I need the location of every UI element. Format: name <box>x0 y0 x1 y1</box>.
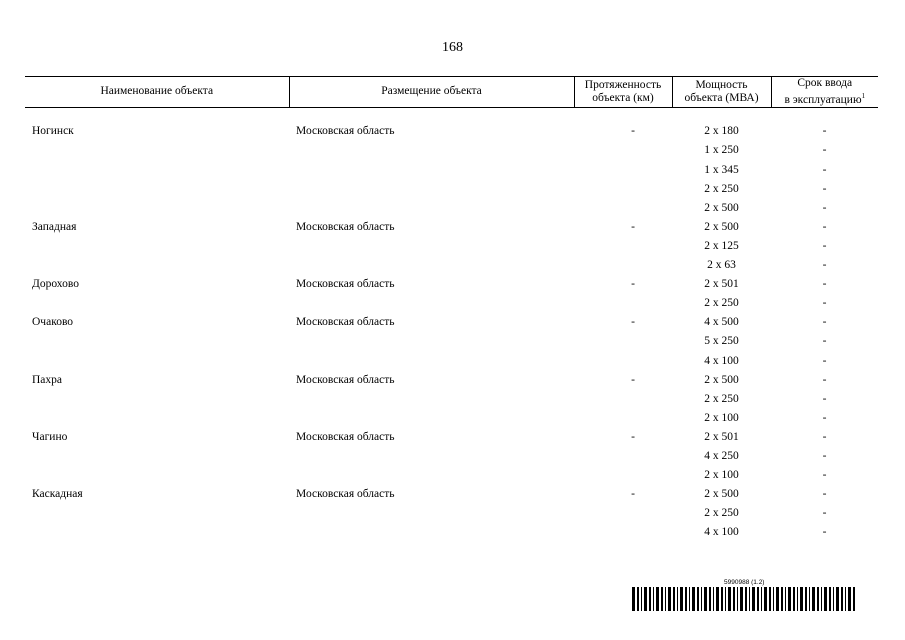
barcode-bar <box>833 587 834 611</box>
cell-power: 2 x 250 <box>704 297 739 310</box>
cell-name <box>25 408 289 427</box>
cell-power: 4 x 100 <box>704 526 739 539</box>
cell-date: - <box>822 392 827 405</box>
table-row <box>25 179 878 198</box>
cell-power: 2 x 100 <box>704 411 739 424</box>
table-row <box>25 160 878 179</box>
barcode-bar <box>812 587 815 611</box>
cell-date: - <box>822 125 827 138</box>
cell-location <box>289 504 574 523</box>
barcode-bar <box>721 587 723 611</box>
header-name: Наименование объекта <box>25 77 289 108</box>
table-row <box>25 141 878 160</box>
cell-power: 2 x 100 <box>704 469 739 482</box>
barcode-bar <box>781 587 783 611</box>
cell-location <box>289 179 574 198</box>
cell-name: Очаково <box>32 316 74 329</box>
cell-name <box>25 141 289 160</box>
header-power <box>672 77 771 108</box>
barcode-bar <box>737 587 738 611</box>
barcode-icon <box>632 587 858 611</box>
cell-length: - <box>631 488 635 501</box>
table-header-row <box>25 77 878 108</box>
barcode-bar <box>821 587 822 611</box>
cell-length <box>574 446 672 465</box>
barcode-bar <box>809 587 810 611</box>
barcode-bar <box>689 587 690 611</box>
barcode-bar <box>793 587 795 611</box>
cell-power: 2 x 500 <box>704 488 739 501</box>
cell-power: 2 x 125 <box>704 239 739 252</box>
cell-date: - <box>822 316 827 329</box>
cell-name <box>25 255 289 274</box>
cell-length <box>574 160 672 179</box>
header-date <box>771 77 878 108</box>
header-power-line2: объекта (МВА) <box>684 91 759 104</box>
page-number: 168 <box>442 40 463 55</box>
table-row <box>25 446 878 465</box>
cell-location: Московская область <box>296 278 395 291</box>
table-row <box>25 255 878 274</box>
barcode-bar <box>745 587 747 611</box>
cell-length: - <box>631 316 635 329</box>
barcode-bar <box>829 587 831 611</box>
cell-power: 1 x 250 <box>704 144 739 157</box>
barcode-bar <box>656 587 659 611</box>
cell-location: Московская область <box>296 125 395 138</box>
cell-date: - <box>822 469 827 482</box>
cell-power: 2 x 63 <box>707 259 736 272</box>
cell-date: - <box>822 144 827 157</box>
cell-length <box>574 255 672 274</box>
cell-date: - <box>822 259 827 272</box>
cell-location: Московская область <box>296 488 395 501</box>
cell-date: - <box>822 182 827 195</box>
cell-length <box>574 408 672 427</box>
barcode-bar <box>644 587 647 611</box>
barcode-bar <box>673 587 675 611</box>
table-row <box>25 351 878 370</box>
cell-power: 1 x 345 <box>704 163 739 176</box>
barcode-bar <box>761 587 762 611</box>
table-row <box>25 217 878 236</box>
cell-length: - <box>631 373 635 386</box>
cell-date: - <box>822 278 827 291</box>
cell-length <box>574 389 672 408</box>
cell-location: Московская область <box>296 316 395 329</box>
facilities-table <box>25 76 878 542</box>
barcode-bar <box>845 587 846 611</box>
cell-date: - <box>822 449 827 462</box>
barcode-bar <box>757 587 759 611</box>
barcode-bar <box>668 587 671 611</box>
header-date-line1: Срок ввода <box>797 77 853 89</box>
header-location: Размещение объекта <box>289 77 574 108</box>
barcode-bar <box>665 587 666 611</box>
cell-power: 2 x 500 <box>704 201 739 214</box>
cell-name <box>25 332 289 351</box>
cell-name <box>25 160 289 179</box>
barcode-bar <box>692 587 695 611</box>
table-row <box>25 198 878 217</box>
barcode-bar <box>641 587 642 611</box>
cell-power: 2 x 500 <box>704 220 739 233</box>
cell-date: - <box>822 163 827 176</box>
cell-name <box>25 198 289 217</box>
cell-date: - <box>822 220 827 233</box>
cell-date: - <box>822 411 827 424</box>
table-row <box>25 370 878 389</box>
barcode-bar <box>788 587 791 611</box>
barcode-bar <box>685 587 687 611</box>
barcode-bar <box>637 587 639 611</box>
cell-location <box>289 141 574 160</box>
cell-length: - <box>631 278 635 291</box>
barcode-bar <box>749 587 750 611</box>
table-row <box>25 294 878 313</box>
cell-length: - <box>631 220 635 233</box>
header-length-line2: объекта (км) <box>592 91 654 104</box>
table-row <box>25 485 878 504</box>
header-date-line2: в эксплуатацию <box>784 93 862 106</box>
cell-power: 4 x 250 <box>704 449 739 462</box>
barcode-bar <box>841 587 843 611</box>
cell-length <box>574 141 672 160</box>
table-row <box>25 466 878 485</box>
cell-power: 2 x 250 <box>704 182 739 195</box>
barcode-label: 5990988 (1.2) <box>724 579 765 586</box>
cell-length <box>574 466 672 485</box>
table-row <box>25 122 878 141</box>
cell-name <box>25 504 289 523</box>
header-date-footnote: 1 <box>861 92 866 100</box>
table-row <box>25 332 878 351</box>
cell-name <box>25 236 289 255</box>
cell-name: Ногинск <box>32 125 74 138</box>
cell-length <box>574 294 672 313</box>
barcode-bar <box>716 587 719 611</box>
cell-date: - <box>822 526 827 539</box>
cell-name: Западная <box>32 220 77 233</box>
cell-length: - <box>631 125 635 138</box>
barcode-bar <box>769 587 771 611</box>
cell-name <box>25 179 289 198</box>
cell-length <box>574 351 672 370</box>
barcode-bar <box>653 587 654 611</box>
cell-location <box>289 294 574 313</box>
barcode-bar <box>848 587 851 611</box>
cell-power: 4 x 100 <box>704 354 739 367</box>
cell-name <box>25 523 289 542</box>
cell-power: 2 x 500 <box>704 373 739 386</box>
cell-name <box>25 294 289 313</box>
barcode-bar <box>800 587 803 611</box>
cell-name: Дорохово <box>32 278 79 291</box>
table-row <box>25 427 878 446</box>
barcode-bar <box>764 587 767 611</box>
cell-name: Пахра <box>32 373 63 386</box>
cell-length <box>574 504 672 523</box>
barcode-bar <box>752 587 755 611</box>
barcode-bar <box>733 587 735 611</box>
barcode-bar <box>785 587 786 611</box>
barcode-bar <box>776 587 779 611</box>
barcode-bar <box>740 587 743 611</box>
cell-date: - <box>822 430 827 443</box>
barcode-bar <box>632 587 635 611</box>
cell-name: Чагино <box>32 430 68 443</box>
cell-power: 2 x 501 <box>704 430 739 443</box>
cell-power: 2 x 250 <box>704 507 739 520</box>
cell-location <box>289 523 574 542</box>
cell-length <box>574 179 672 198</box>
barcode-bar <box>713 587 714 611</box>
cell-location <box>289 236 574 255</box>
cell-location <box>289 351 574 370</box>
cell-location <box>289 389 574 408</box>
cell-location <box>289 446 574 465</box>
cell-length: - <box>631 430 635 443</box>
cell-date: - <box>822 297 827 310</box>
cell-date: - <box>822 488 827 501</box>
barcode <box>632 579 858 611</box>
barcode-bar <box>704 587 707 611</box>
barcode-bar <box>709 587 711 611</box>
cell-power: 2 x 501 <box>704 278 739 291</box>
barcode-bar <box>773 587 774 611</box>
barcode-bar <box>649 587 651 611</box>
cell-location <box>289 255 574 274</box>
header-length-line1: Протяженность <box>584 78 662 91</box>
cell-length <box>574 236 672 255</box>
barcode-bar <box>797 587 798 611</box>
cell-power: 5 x 250 <box>704 335 739 348</box>
barcode-bar <box>677 587 678 611</box>
cell-date: - <box>822 373 827 386</box>
barcode-bar <box>824 587 827 611</box>
barcode-bar <box>661 587 663 611</box>
barcode-bar <box>817 587 819 611</box>
cell-power: 2 x 180 <box>704 125 739 138</box>
cell-name <box>25 446 289 465</box>
table-row <box>25 236 878 255</box>
cell-location <box>289 466 574 485</box>
table-row <box>25 408 878 427</box>
cell-length <box>574 523 672 542</box>
barcode-bar <box>697 587 699 611</box>
table-row <box>25 389 878 408</box>
cell-power: 4 x 500 <box>704 316 739 329</box>
table-body <box>25 107 878 542</box>
table-row <box>25 275 878 294</box>
cell-name <box>25 351 289 370</box>
cell-location <box>289 198 574 217</box>
cell-location <box>289 332 574 351</box>
cell-date: - <box>822 239 827 252</box>
cell-location: Московская область <box>296 373 395 386</box>
cell-name: Каскадная <box>32 488 83 501</box>
cell-location <box>289 408 574 427</box>
cell-location: Московская область <box>296 220 395 233</box>
cell-location <box>289 160 574 179</box>
cell-date: - <box>822 201 827 214</box>
barcode-bar <box>680 587 683 611</box>
table-row <box>25 313 878 332</box>
cell-length <box>574 332 672 351</box>
table-row <box>25 523 878 542</box>
cell-date: - <box>822 354 827 367</box>
cell-power: 2 x 250 <box>704 392 739 405</box>
cell-date: - <box>822 507 827 520</box>
barcode-bar <box>728 587 731 611</box>
cell-length <box>574 198 672 217</box>
cell-name <box>25 389 289 408</box>
barcode-bar <box>853 587 855 611</box>
cell-name <box>25 466 289 485</box>
table-spacer-row <box>25 107 878 122</box>
table-row <box>25 504 878 523</box>
header-length <box>574 77 672 108</box>
barcode-bar <box>725 587 726 611</box>
barcode-bar <box>805 587 807 611</box>
barcode-bar <box>836 587 839 611</box>
cell-date: - <box>822 335 827 348</box>
header-power-line1: Мощность <box>695 78 748 91</box>
cell-location: Московская область <box>296 430 395 443</box>
barcode-bar <box>701 587 702 611</box>
